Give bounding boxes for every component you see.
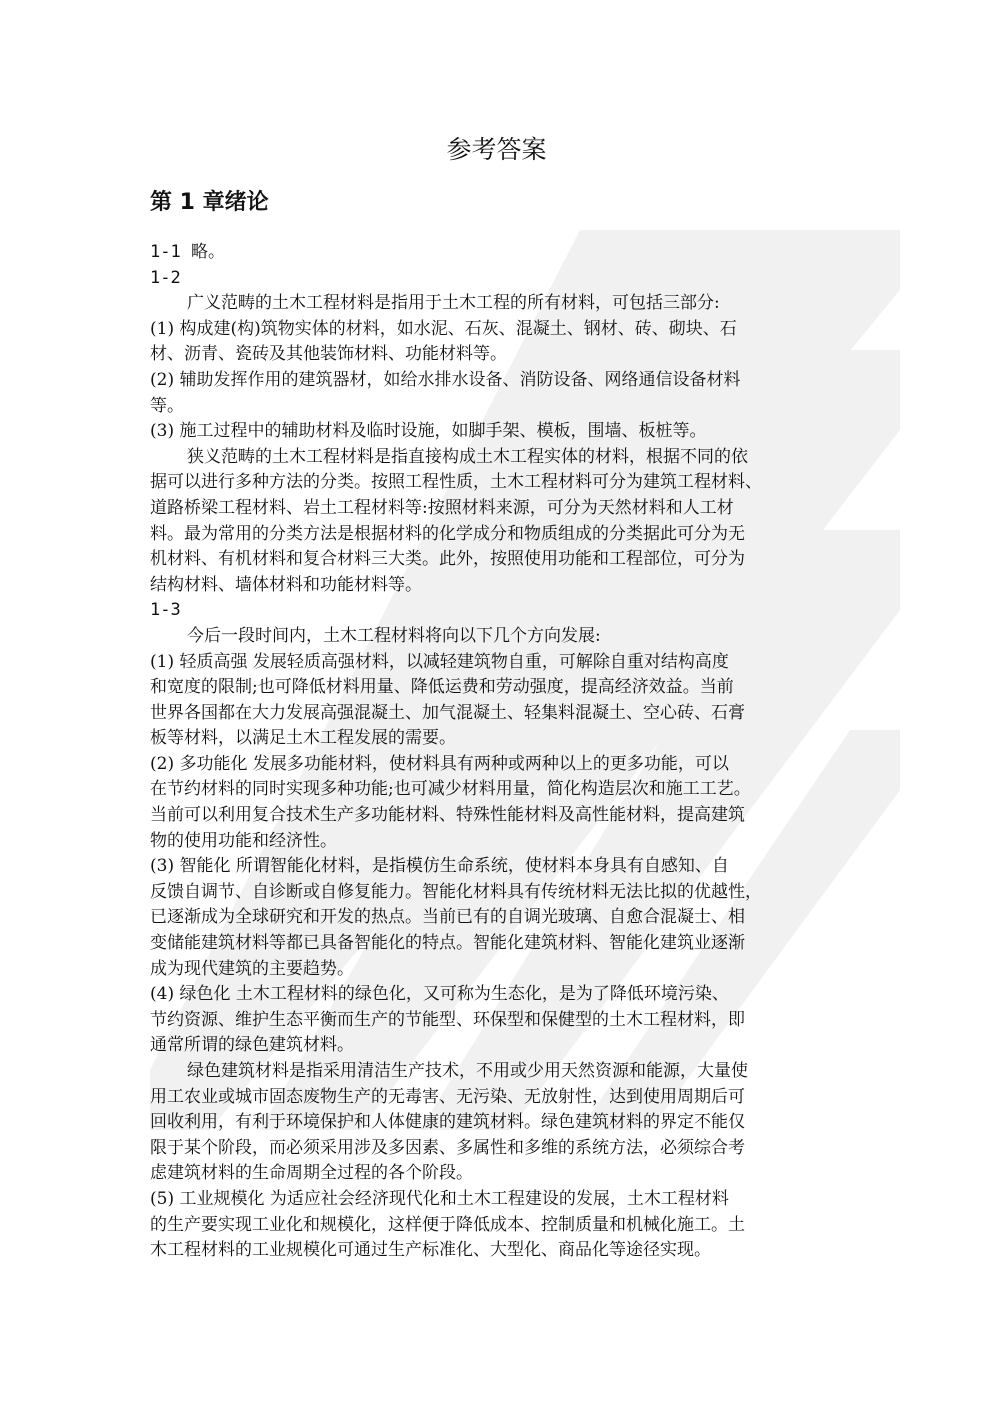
text-line: 的生产要实现工业化和规模化，这样便于降低成本、控制质量和机械化施工。土 (150, 1214, 745, 1235)
text-line: 等。 (150, 395, 184, 416)
document-page (150, 128, 843, 1264)
question-number: 1-1 略。 (150, 242, 225, 262)
text-line: 虑建筑材料的生命周期全过程的各个阶段。 (150, 1163, 473, 1184)
text-line: 物的使用功能和经济性。 (150, 830, 337, 851)
text-line: 材、沥青、瓷砖及其他装饰材料、功能材料等。 (150, 344, 507, 365)
text-line: 变储能建筑材料等都已具备智能化的特点。智能化建筑材料、智能化建筑业逐渐 (150, 933, 745, 954)
question-number: 1-3 (150, 600, 181, 621)
text-line: 反馈自调节、自诊断或自修复能力。智能化材料具有传统材料无法比拟的优越性， (150, 881, 762, 902)
text-line: (2) 多功能化 发展多功能材料，使材料具有两种或两种以上的更多功能，可以 (150, 753, 729, 774)
text-line: (3) 智能化 所谓智能化材料，是指模仿生命系统，使材料本身具有自感知、自 (150, 856, 729, 877)
text-line: 绿色建筑材料是指采用清洁生产技术，不用或少用天然资源和能源，大量使 (187, 1061, 748, 1081)
text-line: 限于某个阶段，而必须采用涉及多因素、多属性和多维的系统方法，必须综合考 (150, 1137, 745, 1158)
text-line: (1) 构成建(构)筑物实体的材料，如水泥、石灰、混凝土、钢材、砖、砌块、石 (150, 318, 737, 339)
text-line: 已逐渐成为全球研究和开发的热点。当前已有的自调光玻璃、自愈合混凝士、相 (150, 907, 745, 928)
text-line: 和宽度的限制;也可降低材料用量、降低运费和劳动强度，提高经济效益。当前 (150, 677, 734, 698)
document-title: 参考答案 (446, 135, 547, 164)
text-line: 木工程材料的工业规模化可通过生产标准化、大型化、商品化等途径实现。 (150, 1240, 711, 1261)
text-line: 在节约材料的同时实现多种功能;也可减少材料用量，简化构造层次和施工工艺。 (150, 779, 751, 800)
text-line: 成为现代建筑的主要趋势。 (150, 958, 354, 979)
text-line: 用工农业或城市固态废物生产的无毒害、无污染、无放射性，达到使用周期后可 (150, 1086, 745, 1107)
text-line: 据可以进行多种方法的分类。按照工程性质，土木工程材料可分为建筑工程材料、 (150, 472, 762, 493)
text-line: 当前可以利用复合技术生产多功能材料、特殊性能材料及高性能材料，提高建筑 (150, 805, 745, 826)
text-line: 结构材料、墙体材料和功能材料等。 (150, 574, 422, 595)
text-line: 料。最为常用的分类方法是根据材料的化学成分和物质组成的分类据此可分为无 (150, 523, 745, 544)
question-number: 1-2 (150, 267, 181, 288)
text-line: (2) 辅助发挥作用的建筑器材，如给水排水设备、消防设备、网络通信设备材料 (150, 369, 741, 390)
text-line: (3) 施工过程中的辅助材料及临时设施，如脚手架、模板，围墙、板桩等。 (150, 421, 707, 442)
text-line: 机材料、有机材料和复合材料三大类。此外，按照使用功能和工程部位，可分为 (150, 549, 745, 570)
text-line: (4) 绿色化 土木工程材料的绿色化，又可称为生态化，是为了降低环境污染、 (150, 984, 729, 1005)
text-line: 回收利用，有利于环境保护和人体健康的建筑材料。绿色建筑材料的界定不能仅 (150, 1112, 745, 1133)
text-line: 板等材料，以满足土木工程发展的需要。 (150, 728, 456, 749)
text-line: (1) 轻质高强 发展轻质高强材料，以减轻建筑物自重，可解除自重对结构高度 (150, 651, 729, 672)
chapter-heading: 第 1 章绪论 (150, 190, 269, 215)
text-line: 世界各国都在大力发展高强混凝土、加气混凝土、轻集料混凝土、空心砖、石膏 (150, 702, 745, 723)
document-body (150, 240, 843, 1264)
text-line: (5) 工业规模化 为适应社会经济现代化和土木工程建设的发展，土木工程材料 (150, 1188, 729, 1209)
text-line: 广义范畴的土木工程材料是指用于土木工程的所有材料，可包括三部分: (187, 293, 720, 314)
text-line: 节约资源、维护生态平衡而生产的节能型、环保型和保健型的土木工程材料，即 (150, 1009, 745, 1030)
text-line: 今后一段时间内，土木工程材料将向以下几个方向发展: (187, 625, 601, 646)
text-line: 通常所谓的绿色建筑材料。 (150, 1035, 354, 1056)
text-line: 道路桥梁工程材料、岩土工程材料等:按照材料来源，可分为天然材料和人工材 (150, 497, 734, 518)
text-line: 狭义范畴的土木工程材料是指直接构成土木工程实体的材料，根据不同的依 (187, 446, 748, 467)
